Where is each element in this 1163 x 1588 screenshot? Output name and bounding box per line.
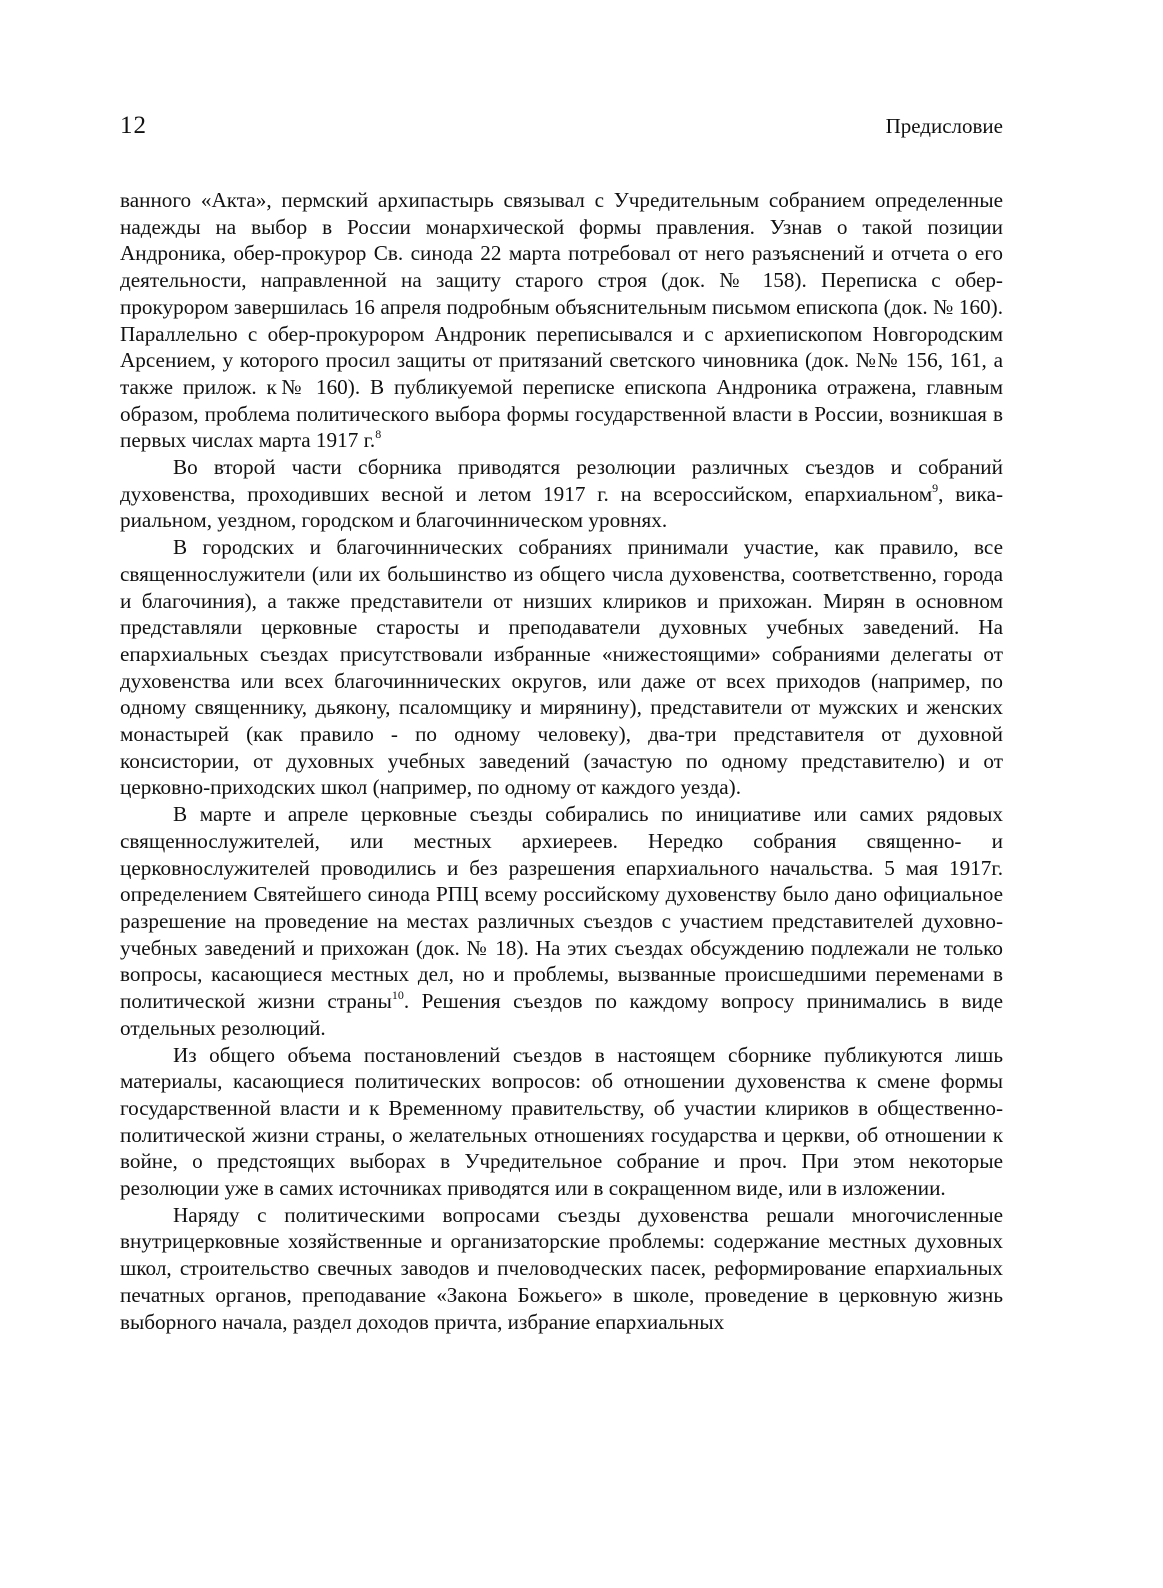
paragraph-text: ванного «Акта», пермский архипастырь связывал с Учредительным собранием определенные надежды на выбор в России монархической формы правления. Узнав о такой позиции Андроника, обер-прокурор Св. синода 22 марта потребовал от него разъяснений и отчета о его деятельности, направленной на защиту старого строя (док. № 158). Переписка с обер-прокурором завершилась 16 апреля подробным объяснительным письмом епископа (док. № 160). Параллельно с обер-прокурором Андроник переписывался и с архиепископом Новгородским Арсением, у которого просил защиты от притязаний светского чиновника (док. №№ 156, 161, а также прилож. к№ 160). В публикуемой переписке епископа Андроника отражена, главным образом, проблема политического выбора формы государственной власти в России, возникшая в первых числах марта 1917 г.	[120, 188, 1003, 453]
footnote-ref: 10	[391, 988, 404, 1003]
paragraph	[120, 187, 1003, 454]
paragraph-text: Во второй части сборника приводятся резолюции различных съездов и собраний духовенства, проходивших весной и летом 1917 г. на всероссийском, епархиальном	[120, 455, 1003, 506]
paragraph-text: Из общего объема постановлений съездов в настоящем сборнике публикуются лишь материалы, касающиеся политических вопросов: об отношении духовенства к смене формы государственной власти и к Временному правительству, об участии клириков в общественно-политической жизни страны, о желательных отношениях государства и церкви, об отношении к войне, о предстоящих выборах в Учредительное собрание и проч. При этом некоторые резолюции уже в самих источниках приводятся или в сокращенном виде, или в изложении.	[120, 1042, 1003, 1201]
paragraph-text: . Решения съездов по каждому вопросу принимались в виде отдельных резолюций.	[120, 989, 1003, 1040]
paragraph-text: В городских и благочиннических собраниях принимали участие, как правило, все священнослужители (или их большинство из общего числа духовенства, соответственно, города и благочиния), а также представители от низших клириков и прихожан. Мирян в основном представляли церковные старосты и преподаватели духовных учебных заведений. На епархиальных съездах присутствовали избранные «нижестоящими» собраниями делегаты от духовенства или всех благочиннических округов, или даже от всех приходов (например, по одному священнику, дьякону, псаломщику и мирянину), представители от мужских и женских монастырей (как правило - по одному человеку), два-три представителя от духовной консистории, от духовных учебных заведений (зачастую по одному представителю) и от церковно-приходских школ (например, по одному от каждого уезда).	[120, 535, 1003, 800]
page-header	[120, 112, 1003, 142]
paragraph	[120, 454, 1003, 534]
paragraph	[120, 534, 1003, 801]
paragraph	[120, 1202, 1003, 1336]
paragraph	[120, 801, 1003, 1041]
page-number: 12	[120, 112, 147, 139]
footnote-ref: 8	[375, 427, 382, 442]
paragraph-text: В марте и апреле церковные съезды собирались по инициативе или самих рядовых священнослужителей, или местных архиереев. Нередко собрания священно- и церковнослужителей проводились и без разрешения епархиального начальства. 5 мая 1917г. определением Святейшего синода РПЦ всему российскому духовенству было дано официальное разрешение на проведение на местах различных съездов с участием представителей духовно-учебных заведений и прихожан (док. № 18). На этих съездах обсуждению подлежали не только вопросы, касающиеся местных дел, но и проблемы, вызванные происшедшими переменами в политической жизни страны	[120, 802, 1003, 1014]
paragraph-text: Наряду с политическими вопросами съезды духовенства решали многочисленные внутрицерковные хозяйственные и организаторские проблемы: содержание местных духовных школ, строительство свечных заводов и пчеловодческих пасек, реформирование епархиальных печатных органов, преподавание «Закона Божьего» в школе, проведение в церковную жизнь выборного начала, раздел доходов причта, избрание епархиальных	[120, 1202, 1003, 1334]
running-title: Предисловие	[885, 114, 1003, 138]
paragraph-text: , вика-риальном, уездном, городском и благочинническом уровнях.	[120, 481, 1003, 533]
body-text	[120, 187, 1003, 1335]
footnote-ref: 9	[932, 480, 939, 495]
paragraph	[120, 1042, 1003, 1202]
